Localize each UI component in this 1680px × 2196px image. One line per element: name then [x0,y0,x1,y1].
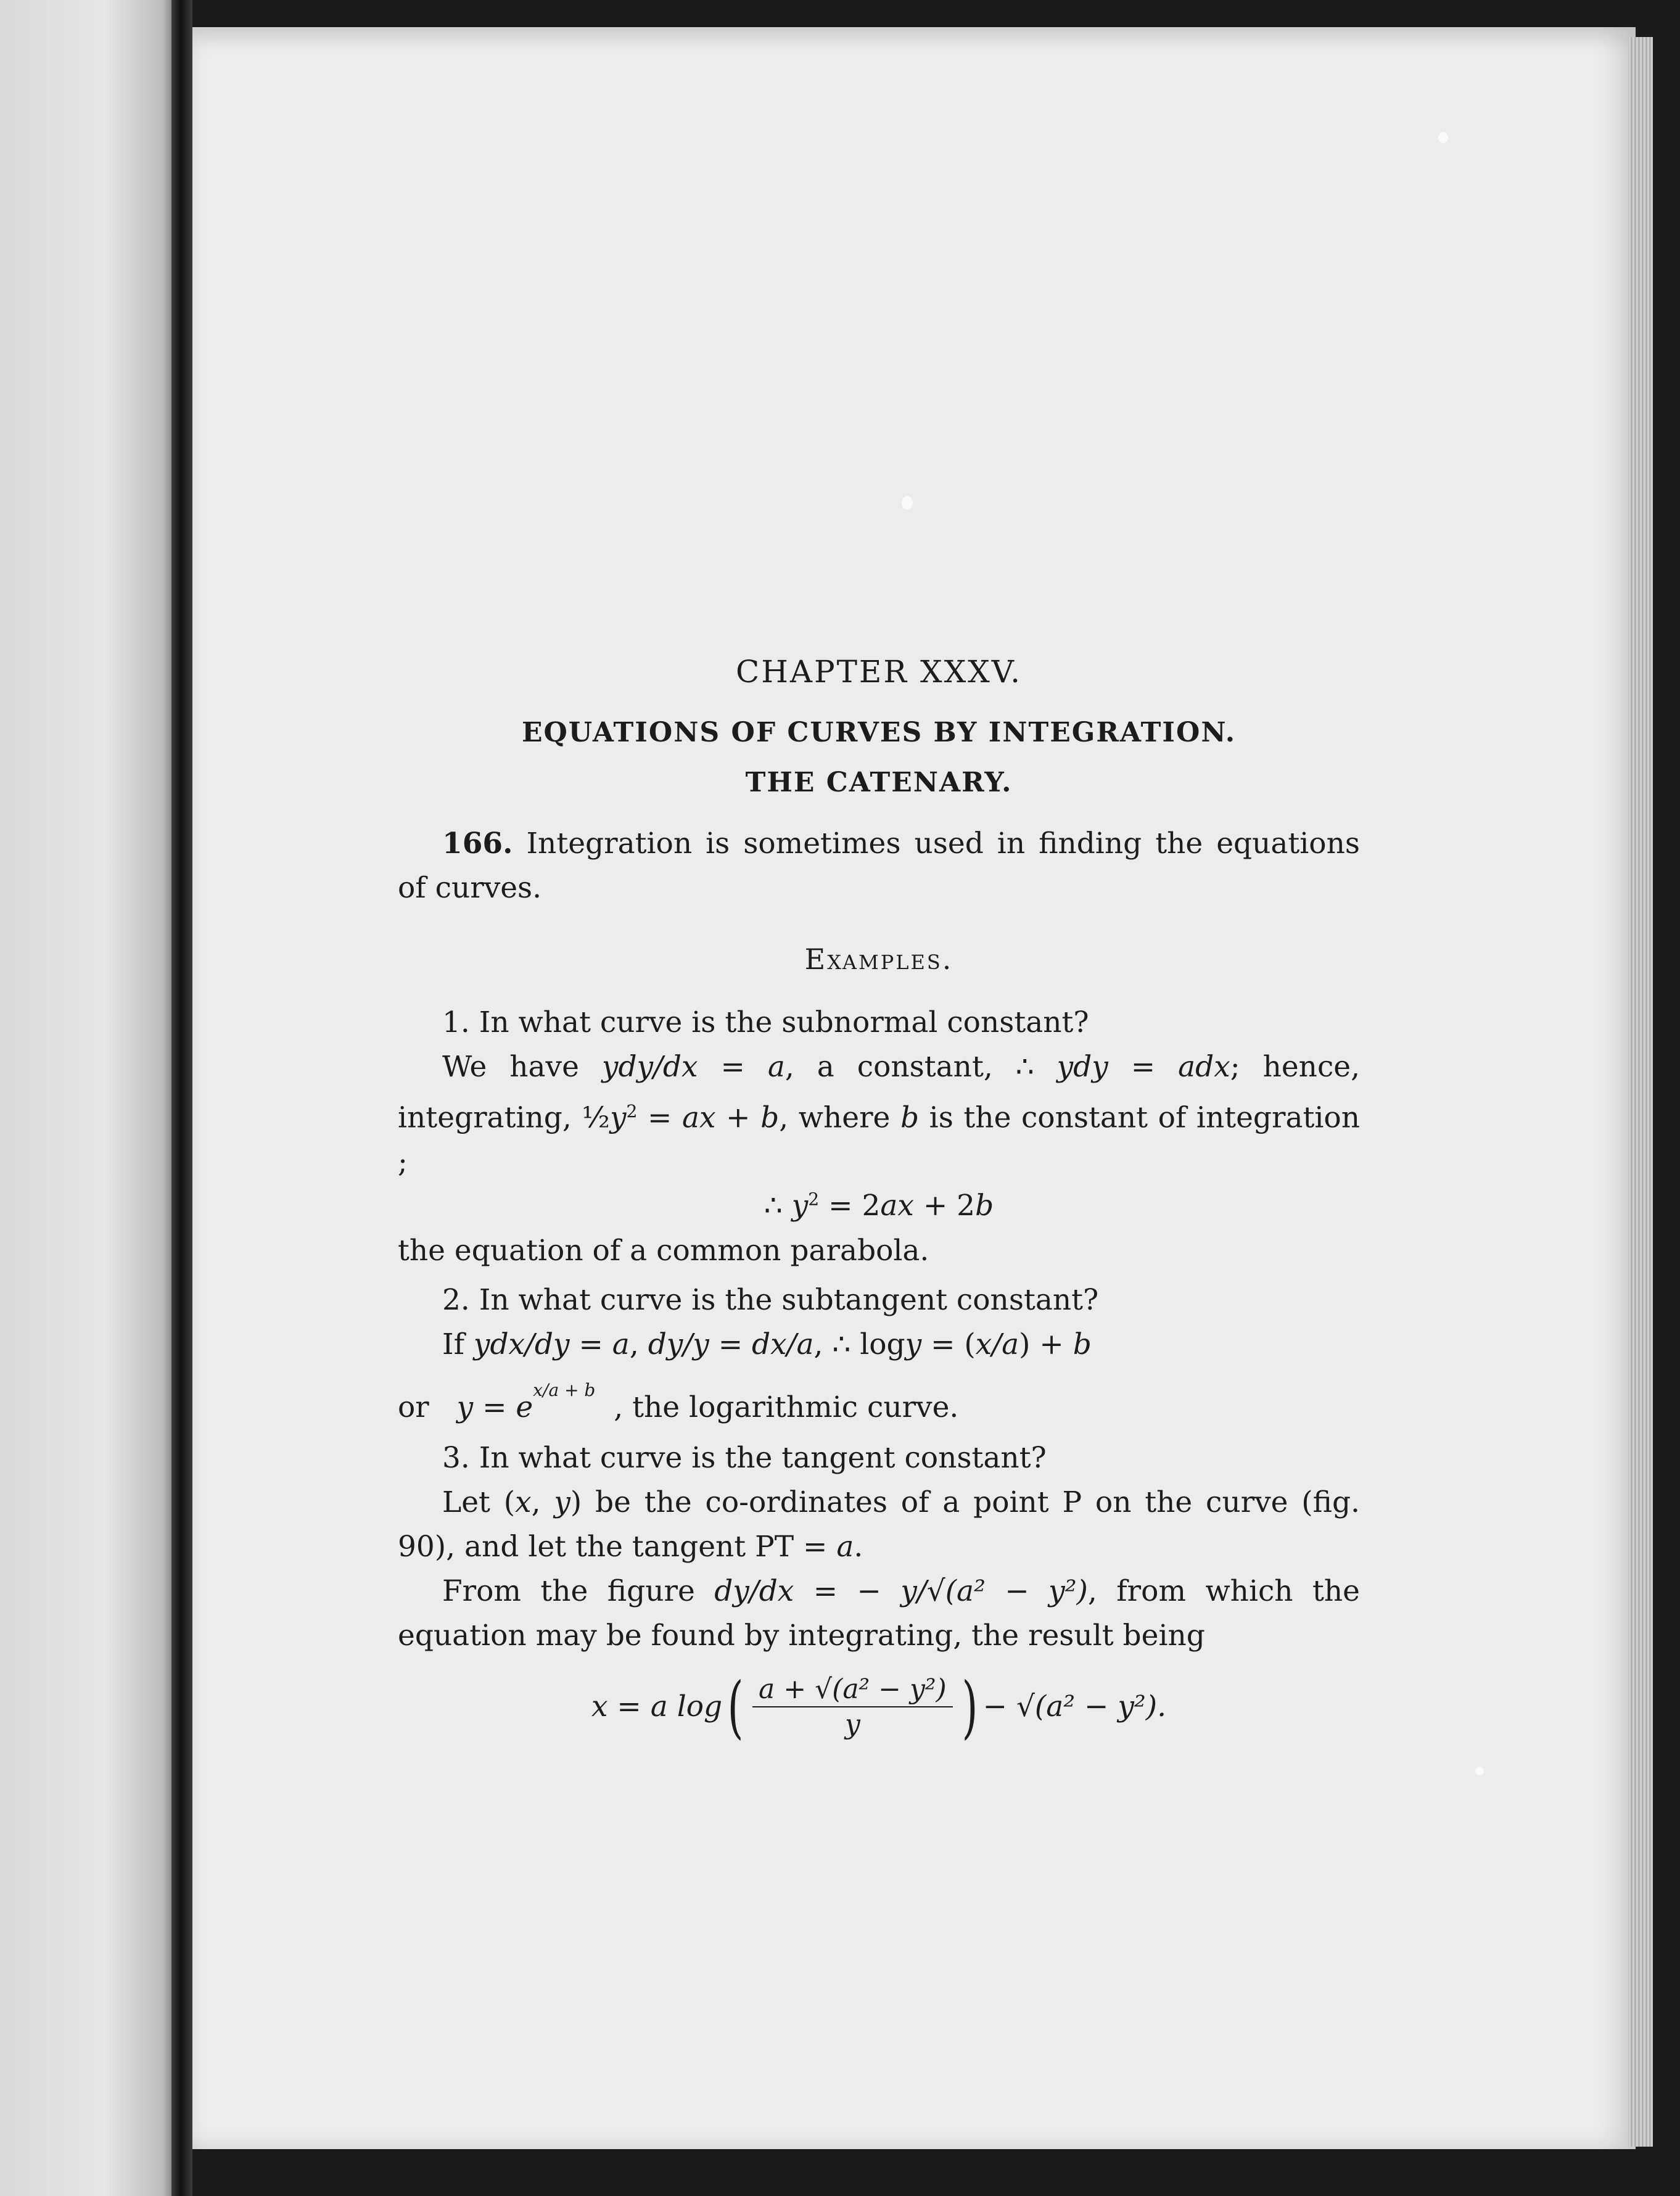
math: ydx/dy [473,1327,570,1361]
math: y [456,1390,474,1424]
example-2-working [398,1323,1360,1367]
math: b [1073,1327,1092,1361]
text: , where [779,1100,900,1135]
text: = − [794,1574,901,1608]
paper-speck [902,496,913,510]
text: ; hence, integrating, ½ [398,1050,1361,1135]
text: = [1108,1050,1179,1084]
math: b [760,1100,780,1135]
book-gutter [171,0,192,2196]
math: x [515,1485,532,1519]
math: y [905,1327,922,1361]
example-2-question: 2. In what curve is the subtangent constant? [442,1282,1099,1317]
math: dx/a [752,1327,814,1361]
formula-fraction [752,1674,953,1740]
math: b [975,1188,994,1223]
math: x/a [975,1327,1019,1361]
text: = [698,1050,768,1084]
text: We have [442,1050,602,1084]
text: , [531,1485,554,1519]
fraction-denominator: y [844,1708,860,1740]
text: = [709,1327,752,1361]
text: , a constant, ∴ [784,1050,1057,1084]
section-number: 166. [442,827,513,861]
example-1-working [398,1045,1360,1185]
math: ax [682,1100,716,1135]
text: ∴ [764,1188,792,1223]
text: + [715,1100,761,1135]
text: . [854,1529,863,1564]
text: Let ( [442,1485,516,1519]
text: = 2 [819,1188,881,1223]
page-edges [1628,37,1653,2147]
text: , [629,1327,648,1361]
chapter-number: CHAPTER XXXV. [735,654,1023,690]
left-paren: ( [727,1667,744,1746]
math: adx [1178,1050,1230,1084]
line-label: PT [755,1529,794,1564]
math: a [836,1529,854,1564]
text: is the constant of integration ; [398,1100,1360,1179]
example-3-working [398,1569,1360,1658]
math: y [791,1188,809,1223]
left-page-margin [0,0,191,2196]
page-content [398,654,1360,1747]
text: , from which the equation may be found by integrating, the result being [398,1574,1360,1653]
math: y [609,1100,627,1135]
formula-lhs: x = a log [591,1690,723,1724]
text: = [473,1390,516,1424]
math: y/√(a² − y²) [900,1574,1088,1608]
example-2-result [398,1379,1360,1434]
chapter-subtitle: THE CATENARY. [745,767,1013,798]
text: From the figure [442,1574,715,1608]
intro-paragraph [398,822,1360,910]
text: , the logarithmic curve. [614,1390,959,1424]
text: If [442,1327,474,1361]
math: ydy/dx [601,1050,698,1084]
example-1-question: 1. In what curve is the subnormal constant? [442,1005,1089,1039]
text: + 2 [913,1188,976,1223]
examples-heading: Examples. [804,943,953,976]
text: , ∴ log [813,1327,905,1361]
exponent: x/a + b [533,1379,596,1400]
math: a [767,1050,785,1084]
math: a [612,1327,630,1361]
example-1-conclusion: the equation of a common parabola. [398,1233,929,1268]
catenary-formula [398,1667,1360,1746]
example-3-question: 3. In what curve is the tangent constant? [442,1440,1047,1475]
exponent: 2 [808,1189,820,1209]
example-1-equation [398,1189,1360,1223]
math: b [900,1100,920,1135]
text: = [637,1100,683,1135]
math: ydy [1056,1050,1108,1084]
chapter-title: EQUATIONS OF CURVES BY INTEGRATION. [521,717,1237,748]
text: = [569,1327,612,1361]
point-label: P [1062,1485,1082,1519]
text: = [794,1529,837,1564]
math: dy/y [648,1327,709,1361]
right-paren: ) [961,1667,978,1746]
formula-tail: − √(a² − y²). [982,1690,1167,1724]
example-3-setup [398,1480,1360,1569]
intro-text: Integration is sometimes used in finding the equations of curves. [398,827,1360,905]
fraction-numerator: a + √(a² − y²) [752,1674,953,1707]
text: ) be the co-ordinates of a point [570,1485,1063,1519]
exponent: 2 [626,1101,638,1121]
text: or [398,1390,429,1424]
math: e [516,1390,533,1424]
text: on the curve (fig. 90), and let the tangent [398,1485,1360,1564]
math: dy/dx [714,1574,794,1608]
text: ) + [1019,1327,1073,1361]
paper-speck [1475,1767,1484,1775]
math: ax [880,1188,914,1223]
paper-speck [1438,132,1448,143]
math: y [554,1485,570,1519]
text: = ( [921,1327,976,1361]
